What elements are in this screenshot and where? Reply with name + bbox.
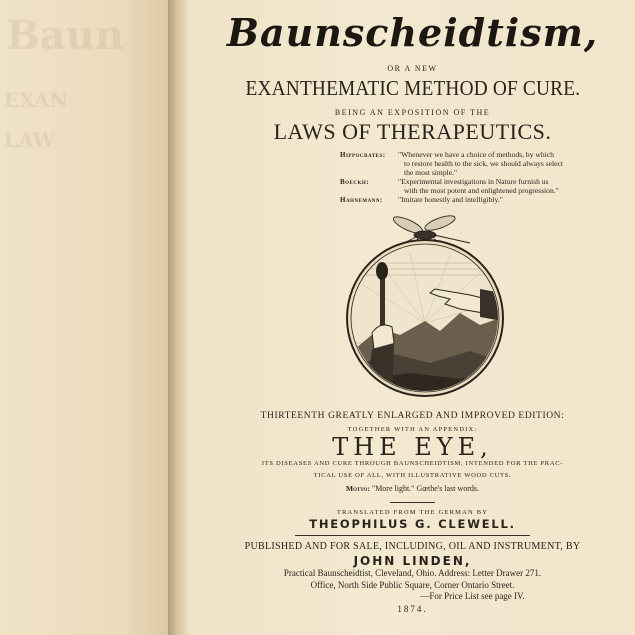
engraving-illustration bbox=[330, 203, 520, 408]
address-line: Office, North Side Public Square, Corner Ontario Street. bbox=[310, 580, 515, 590]
ghost-text: EXAN bbox=[4, 88, 68, 112]
published-line: PUBLISHED AND FOR SALE, INCLUDING, OIL AND INSTRUMENT, BY bbox=[244, 541, 581, 552]
title-page bbox=[190, 0, 635, 635]
left-page bbox=[0, 0, 168, 635]
quote-author: Boeckh: bbox=[340, 178, 370, 186]
appendix-line: TOGETHER WITH AN APPENDIX: bbox=[347, 426, 478, 433]
motto-line bbox=[190, 484, 635, 493]
quote-line: to restore health to the sick, we should always select bbox=[404, 159, 564, 168]
laws-title: LAWS OF THERAPEUTICS. bbox=[273, 119, 552, 144]
book-title: Baunscheidtism, bbox=[226, 10, 599, 55]
eye-description: ITS DISEASES AND CURE THROUGH BAUNSCHEIDTISM, INTENDED FOR THE PRAC- bbox=[261, 460, 564, 467]
ghost-text: Baun bbox=[6, 12, 124, 59]
quote-line: "Experimental investigations in Nature furnish us bbox=[398, 177, 549, 186]
divider bbox=[390, 502, 435, 503]
book-gutter bbox=[168, 0, 190, 635]
price-line: —For Price List see page IV. bbox=[420, 591, 525, 601]
motto-text: "More light." Gœthe's last words. bbox=[371, 484, 479, 493]
quote-author: Hippocrates: bbox=[340, 151, 386, 159]
subtitle: EXANTHEMATIC METHOD OF CURE. bbox=[245, 76, 580, 100]
year: 1874. bbox=[397, 604, 428, 614]
the-eye-title: THE EYE, bbox=[332, 433, 493, 461]
translated-by: TRANSLATED FROM THE GERMAN BY bbox=[336, 509, 489, 516]
edition-line: THIRTEENTH GREATLY ENLARGED AND IMPROVED EDITION: bbox=[260, 411, 565, 421]
quote-line: the most simple." bbox=[404, 168, 458, 177]
quote-line: with the most potent and enlightened progression." bbox=[404, 186, 559, 195]
eye-description: TICAL USE OF ALL, WITH ILLUSTRATIVE WOOD CUTS. bbox=[313, 472, 512, 479]
being-line: BEING AN EXPOSITION OF THE bbox=[334, 108, 491, 117]
quote-author: Hahnemann: bbox=[340, 196, 383, 204]
ghost-text: LAW bbox=[4, 128, 56, 152]
divider bbox=[295, 535, 530, 536]
translator-name: THEOPHILUS G. CLEWELL. bbox=[309, 517, 516, 531]
publisher-name: JOHN LINDEN, bbox=[353, 554, 472, 568]
or-a-new: OR A NEW bbox=[387, 64, 438, 73]
address-line: Practical Baunscheidtist, Cleveland, Ohio. Address: Letter Drawer 271. bbox=[283, 568, 542, 578]
motto-label: Motto: bbox=[345, 484, 370, 493]
quote-line: "Imitate honestly and intelligibly." bbox=[398, 195, 503, 204]
quote-line: "Whenever we have a choice of methods, by which bbox=[398, 150, 554, 159]
